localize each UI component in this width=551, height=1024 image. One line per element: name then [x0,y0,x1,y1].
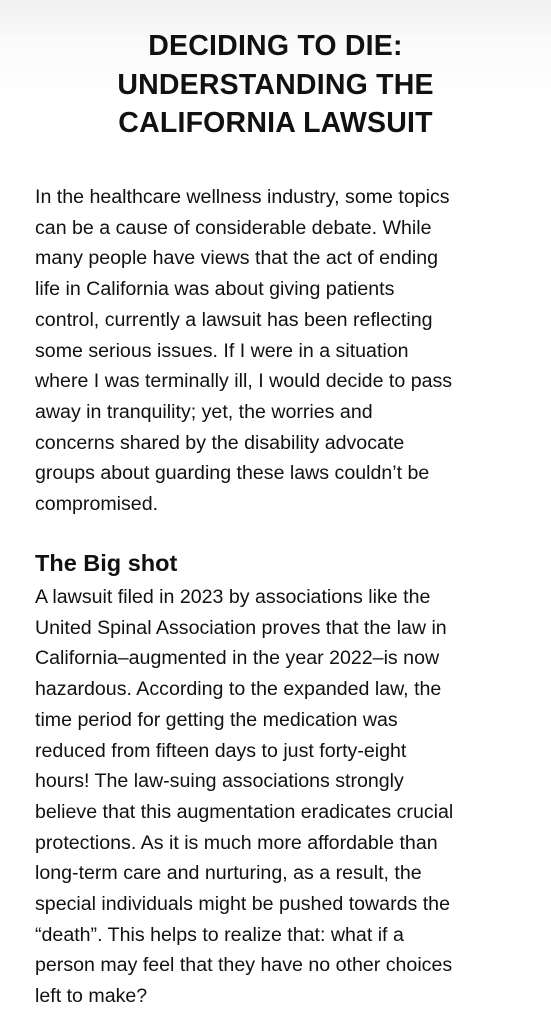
text-line: person may feel that they have no other choices [35,954,453,977]
section-heading: The Big shot [35,550,178,576]
text-line: In the healthcare wellness industry, some topics [35,186,450,208]
text-line: left to make? [35,985,148,1008]
text-line: compromised. [35,493,159,516]
text-line: some serious issues. If I were in a situation [35,339,409,362]
text-line: special individuals might be pushed towards the [35,893,450,916]
title-line: DECIDING TO DIE: [148,30,403,62]
section-paragraph [35,582,540,1012]
text-line: protections. As it is much more affordable than [35,831,438,854]
text-line: reduced from fifteen days to just forty-eight [35,739,407,762]
text-line: California–augmented in the year 2022–is now [35,647,440,670]
text-line: hours! The law-suing associations strongly [35,770,404,793]
text-line: A lawsuit filed in 2023 by associations like the [35,586,431,608]
text-line: United Spinal Association proves that the law in [35,616,447,639]
text-line: “death”. This helps to realize that: what if a [35,923,404,946]
text-line: groups about guarding these laws couldn’t be [35,462,430,485]
text-line: many people have views that the act of ending [35,247,439,270]
text-line: long-term care and nurturing, as a result, the [35,862,422,885]
text-line: control, currently a lawsuit has been reflecting [35,308,433,331]
article-title [20,27,531,143]
title-line: CALIFORNIA LAWSUIT [118,107,433,139]
text-line: can be a cause of considerable debate. While [35,216,432,239]
text-line: hazardous. According to the expanded law, the [35,678,442,701]
title-line: UNDERSTANDING THE [117,68,434,101]
text-line: believe that this augmentation eradicates crucial [35,800,454,823]
text-line: where I was terminally ill, I would decide to pass [35,370,453,393]
text-line: away in tranquility; yet, the worries and [35,400,373,423]
text-line: concerns shared by the disability advocate [35,431,405,454]
intro-paragraph [35,182,540,520]
text-line: life in California was about giving patients [35,278,395,301]
text-line: time period for getting the medication was [35,708,398,731]
